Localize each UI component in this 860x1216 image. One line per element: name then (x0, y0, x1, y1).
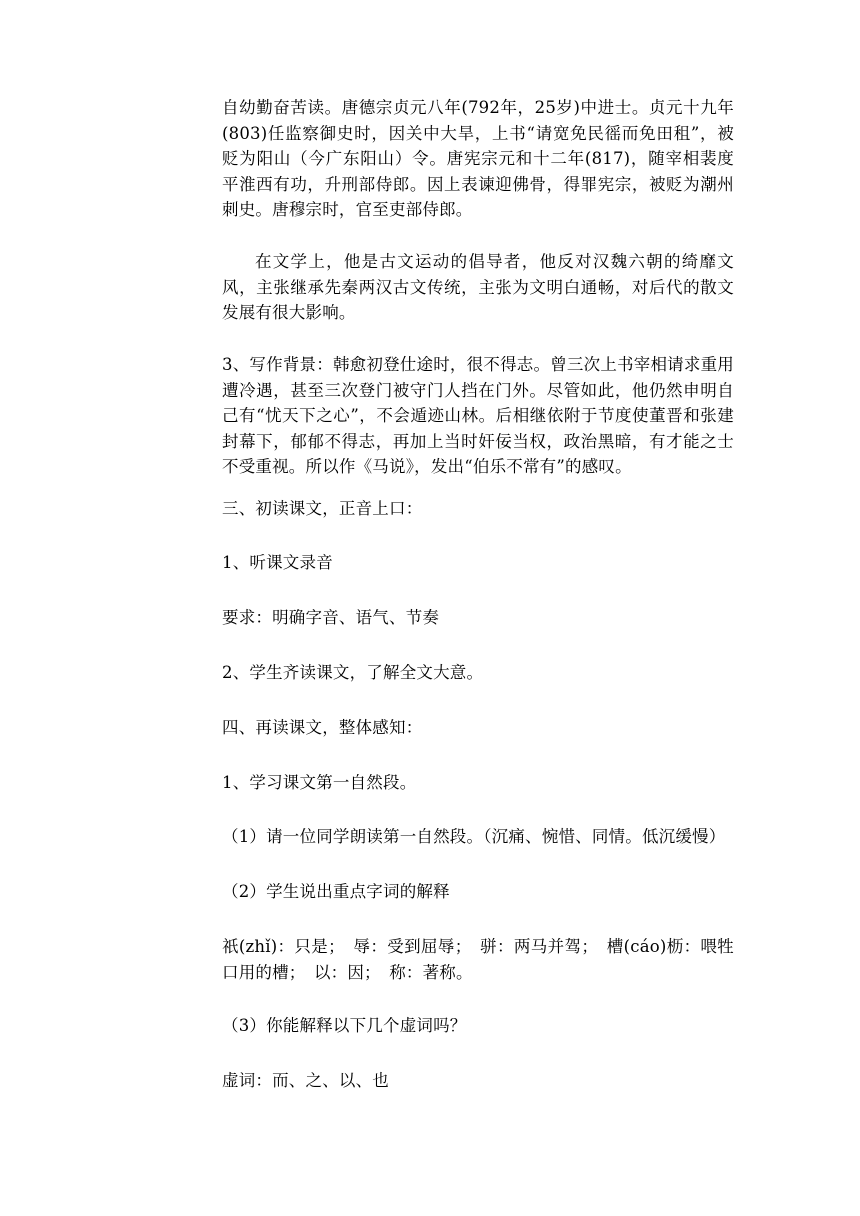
key-words-item: （2）学生说出重点字词的解释 (222, 882, 450, 901)
biography-paragraph: 自幼勤奋苦读。唐德宗贞元八年(792年，25岁)中进士。贞元十九年(803)任监察御史时，因关中大旱，上书“请宽免民徭而免田租”，被贬为阳山（今广东阳山）令。唐宪宗元和十二年(817)，随宰相裴度平淮西有功，升刑部侍郎。因上表谏迎佛骨，得罪宪宗，被贬为潮州刺史。唐穆宗时，官至吏部侍郎。 (222, 98, 734, 219)
requirements-item: 要求：明确字音、语气、节奏 (222, 608, 440, 627)
writing-background-paragraph: 3、写作背景：韩愈初登仕途时，很不得志。曾三次上书宰相请求重用遭冷遇，甚至三次登门被守门人挡在门外。尽管如此，他仍然申明自己有“忧天下之心”，不会遁迹山林。后相继依附于节度使董晋和张建封幕下，郁郁不得志，再加上当时奸佞当权，政治黑暗，有才能之士不受重视。所以作《马说》，发出“伯乐不常有”的感叹。 (222, 355, 734, 476)
section-four-heading: 四、再读课文，整体感知： (222, 718, 423, 737)
function-words-question: （3）你能解释以下几个虚词吗？ (222, 1016, 467, 1035)
read-aloud-item: （1）请一位同学朗读第一自然段。（沉痛、惋惜、同情。低沉缓慢） (222, 827, 726, 846)
listen-recording-item: 1、听课文录音 (222, 553, 333, 572)
function-words-list: 虚词：而、之、以、也 (222, 1071, 389, 1090)
section-three-heading: 三、初读课文，正音上口： (222, 499, 423, 518)
first-paragraph-study-item: 1、学习课文第一自然段。 (222, 773, 417, 792)
group-reading-item: 2、学生齐读课文，了解全文大意。 (222, 663, 484, 682)
literature-paragraph: 在文学上，他是古文运动的倡导者，他反对汉魏六朝的绮靡文风，主张继承先秦两汉古文传统，主张为文明白通畅，对后代的散文发展有很大影响。 (222, 252, 734, 322)
word-explanations-paragraph: 祇(zhǐ)：只是； 辱：受到屈辱； 骈：两马并驾； 槽(cáo)枥：喂牲口用的槽； 以：因； 称：著称。 (222, 937, 734, 982)
